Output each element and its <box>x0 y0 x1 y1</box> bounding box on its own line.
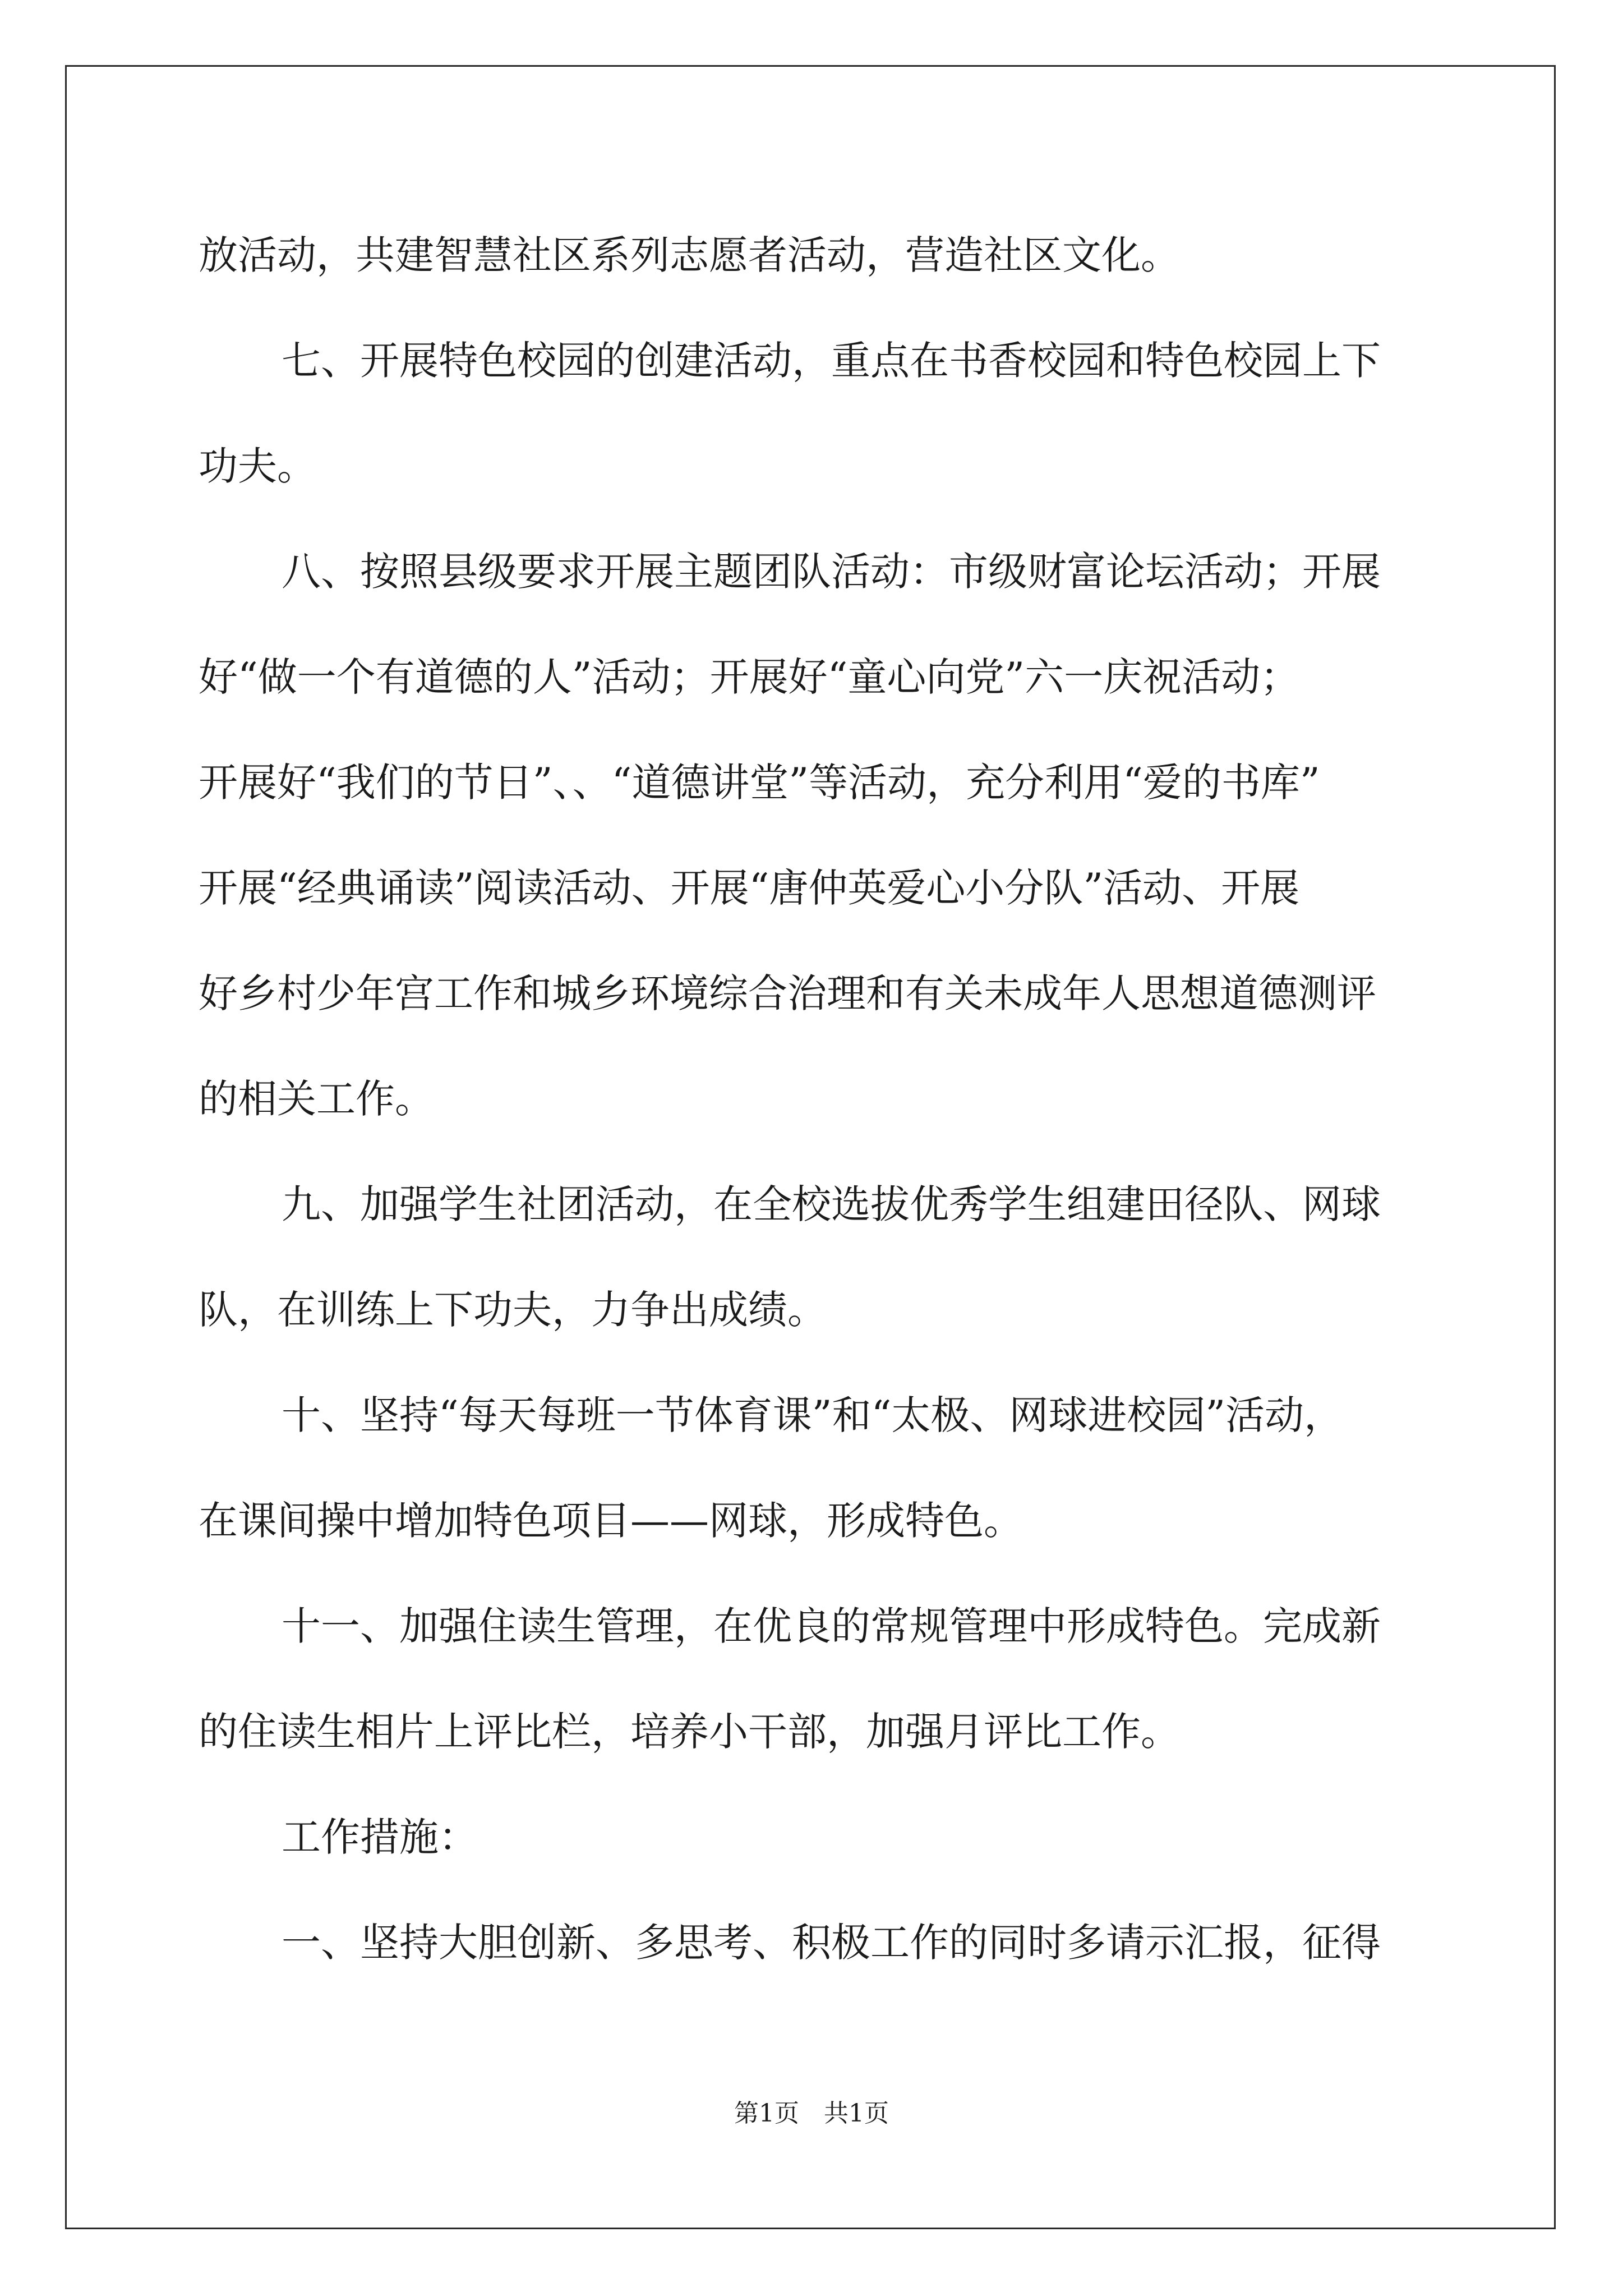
document-body <box>199 203 1430 1995</box>
text-line: 八、按照县级要求开展主题团队活动：市级财富论坛活动；开展 <box>282 549 1381 595</box>
text-line: 好“做一个有道德的人”活动；开展好“童心向党”六一庆祝活动； <box>199 654 1300 700</box>
paragraph <box>199 1573 1430 1784</box>
paragraph <box>199 1152 1430 1363</box>
text-line: 好乡村少年宫工作和城乡环境综合治理和有关未成年人思想道德测评 <box>199 970 1376 1016</box>
text-line: 九、加强学生社团活动，在全校选拔优秀学生组建田径队、网球 <box>282 1181 1381 1227</box>
text-line: 功夫。 <box>199 443 316 489</box>
text-line: 十、坚持“每天每班一节体育课”和“太极、网球进校园”活动， <box>282 1392 1344 1438</box>
text-line: 的住读生相片上评比栏，培养小干部，加强月评比工作。 <box>199 1709 1180 1755</box>
section-heading: 工作措施： <box>282 1814 478 1860</box>
paragraph <box>199 203 1430 308</box>
text-line: 七、开展特色校园的创建活动，重点在书香校园和特色校园上下 <box>282 338 1381 384</box>
text-line: 十一、加强住读生管理，在优良的常规管理中形成特色。完成新 <box>282 1603 1381 1649</box>
text-line: 开展“经典诵读”阅读活动、开展“唐仲英爱心小分队”活动、开展 <box>199 865 1300 911</box>
text-line: 队，在训练上下功夫，力争出成绩。 <box>199 1287 827 1333</box>
text-line: 的相关工作。 <box>199 1076 434 1122</box>
paragraph <box>199 308 1430 519</box>
text-line: 在课间操中增加特色项目——网球，形成特色。 <box>199 1498 1023 1544</box>
paragraph <box>199 1363 1430 1573</box>
paragraph <box>199 1890 1430 1995</box>
paragraph <box>199 1784 1430 1890</box>
text-line: 放活动，共建智慧社区系列志愿者活动，营造社区文化。 <box>199 232 1180 278</box>
text-line: 开展好“我们的节日”、、“道德讲堂”等活动，充分利用“爱的书库” <box>199 760 1320 806</box>
text-line: 一、坚持大胆创新、多思考、积极工作的同时多请示汇报，征得 <box>282 1920 1381 1966</box>
paragraph <box>199 519 1430 1152</box>
page-number: 第1页 共1页 <box>734 2099 889 2128</box>
